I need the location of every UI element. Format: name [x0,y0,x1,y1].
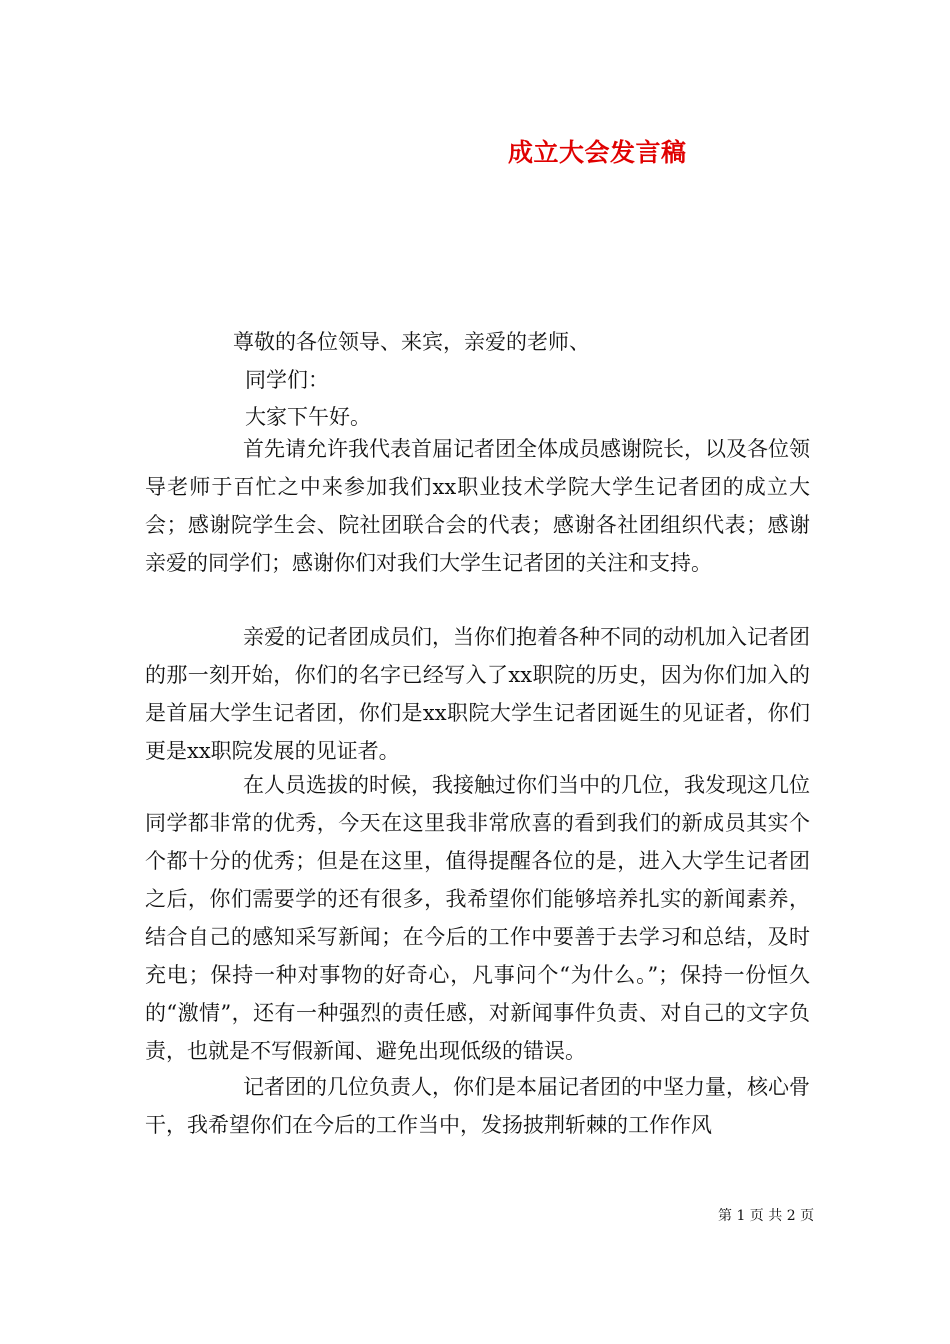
salutation-line-1: 尊敬的各位领导、来宾，亲爱的老师、 [233,330,590,354]
document-title: 成立大会发言稿 [508,138,687,167]
paragraph-4: 记者团的几位负责人，你们是本届记者团的中坚力量，核心骨干，我希望你们在今后的工作当中，发扬披荆斩棘的工作作风 [145,1075,810,1137]
greeting: 大家下午好。 [245,405,371,429]
paragraph-2: 亲爱的记者团成员们，当你们抱着各种不同的动机加入记者团的那一刻开始，你们的名字已经写入了xx职院的历史，因为你们加入的是首届大学生记者团，你们是xx职院大学生记者团诞生的见证者，你们更是xx职院发展的见证者。 [145,625,810,763]
page-footer: 第 1 页 共 2 页 [718,1208,815,1224]
paragraph-1: 首先请允许我代表首届记者团全体成员感谢院长，以及各位领导老师于百忙之中来参加我们xx职业技术学院大学生记者团的成立大会；感谢院学生会、院社团联合会的代表；感谢各社团组织代表；感谢亲爱的同学们；感谢你们对我们大学生记者团的关注和支持。 [145,437,810,575]
salutation-line-2: 同学们： [245,368,329,392]
paragraph-3: 在人员选拔的时候，我接触过你们当中的几位，我发现这几位同学都非常的优秀，今天在这里我非常欣喜的看到我们的新成员其实个个都十分的优秀；但是在这里，值得提醒各位的是，进入大学生记者团之后，你们需要学的还有很多，我希望你们能够培养扎实的新闻素养，结合自己的感知采写新闻；在今后的工作中要善于去学习和总结，及时充电；保持一种对事物的好奇心，凡事问个“为什么。”；保持一份恒久的“激情”，还有一种强烈的责任感，对新闻事件负责、对自己的文字负责，也就是不写假新闻、避免出现低级的错误。 [145,773,810,1063]
